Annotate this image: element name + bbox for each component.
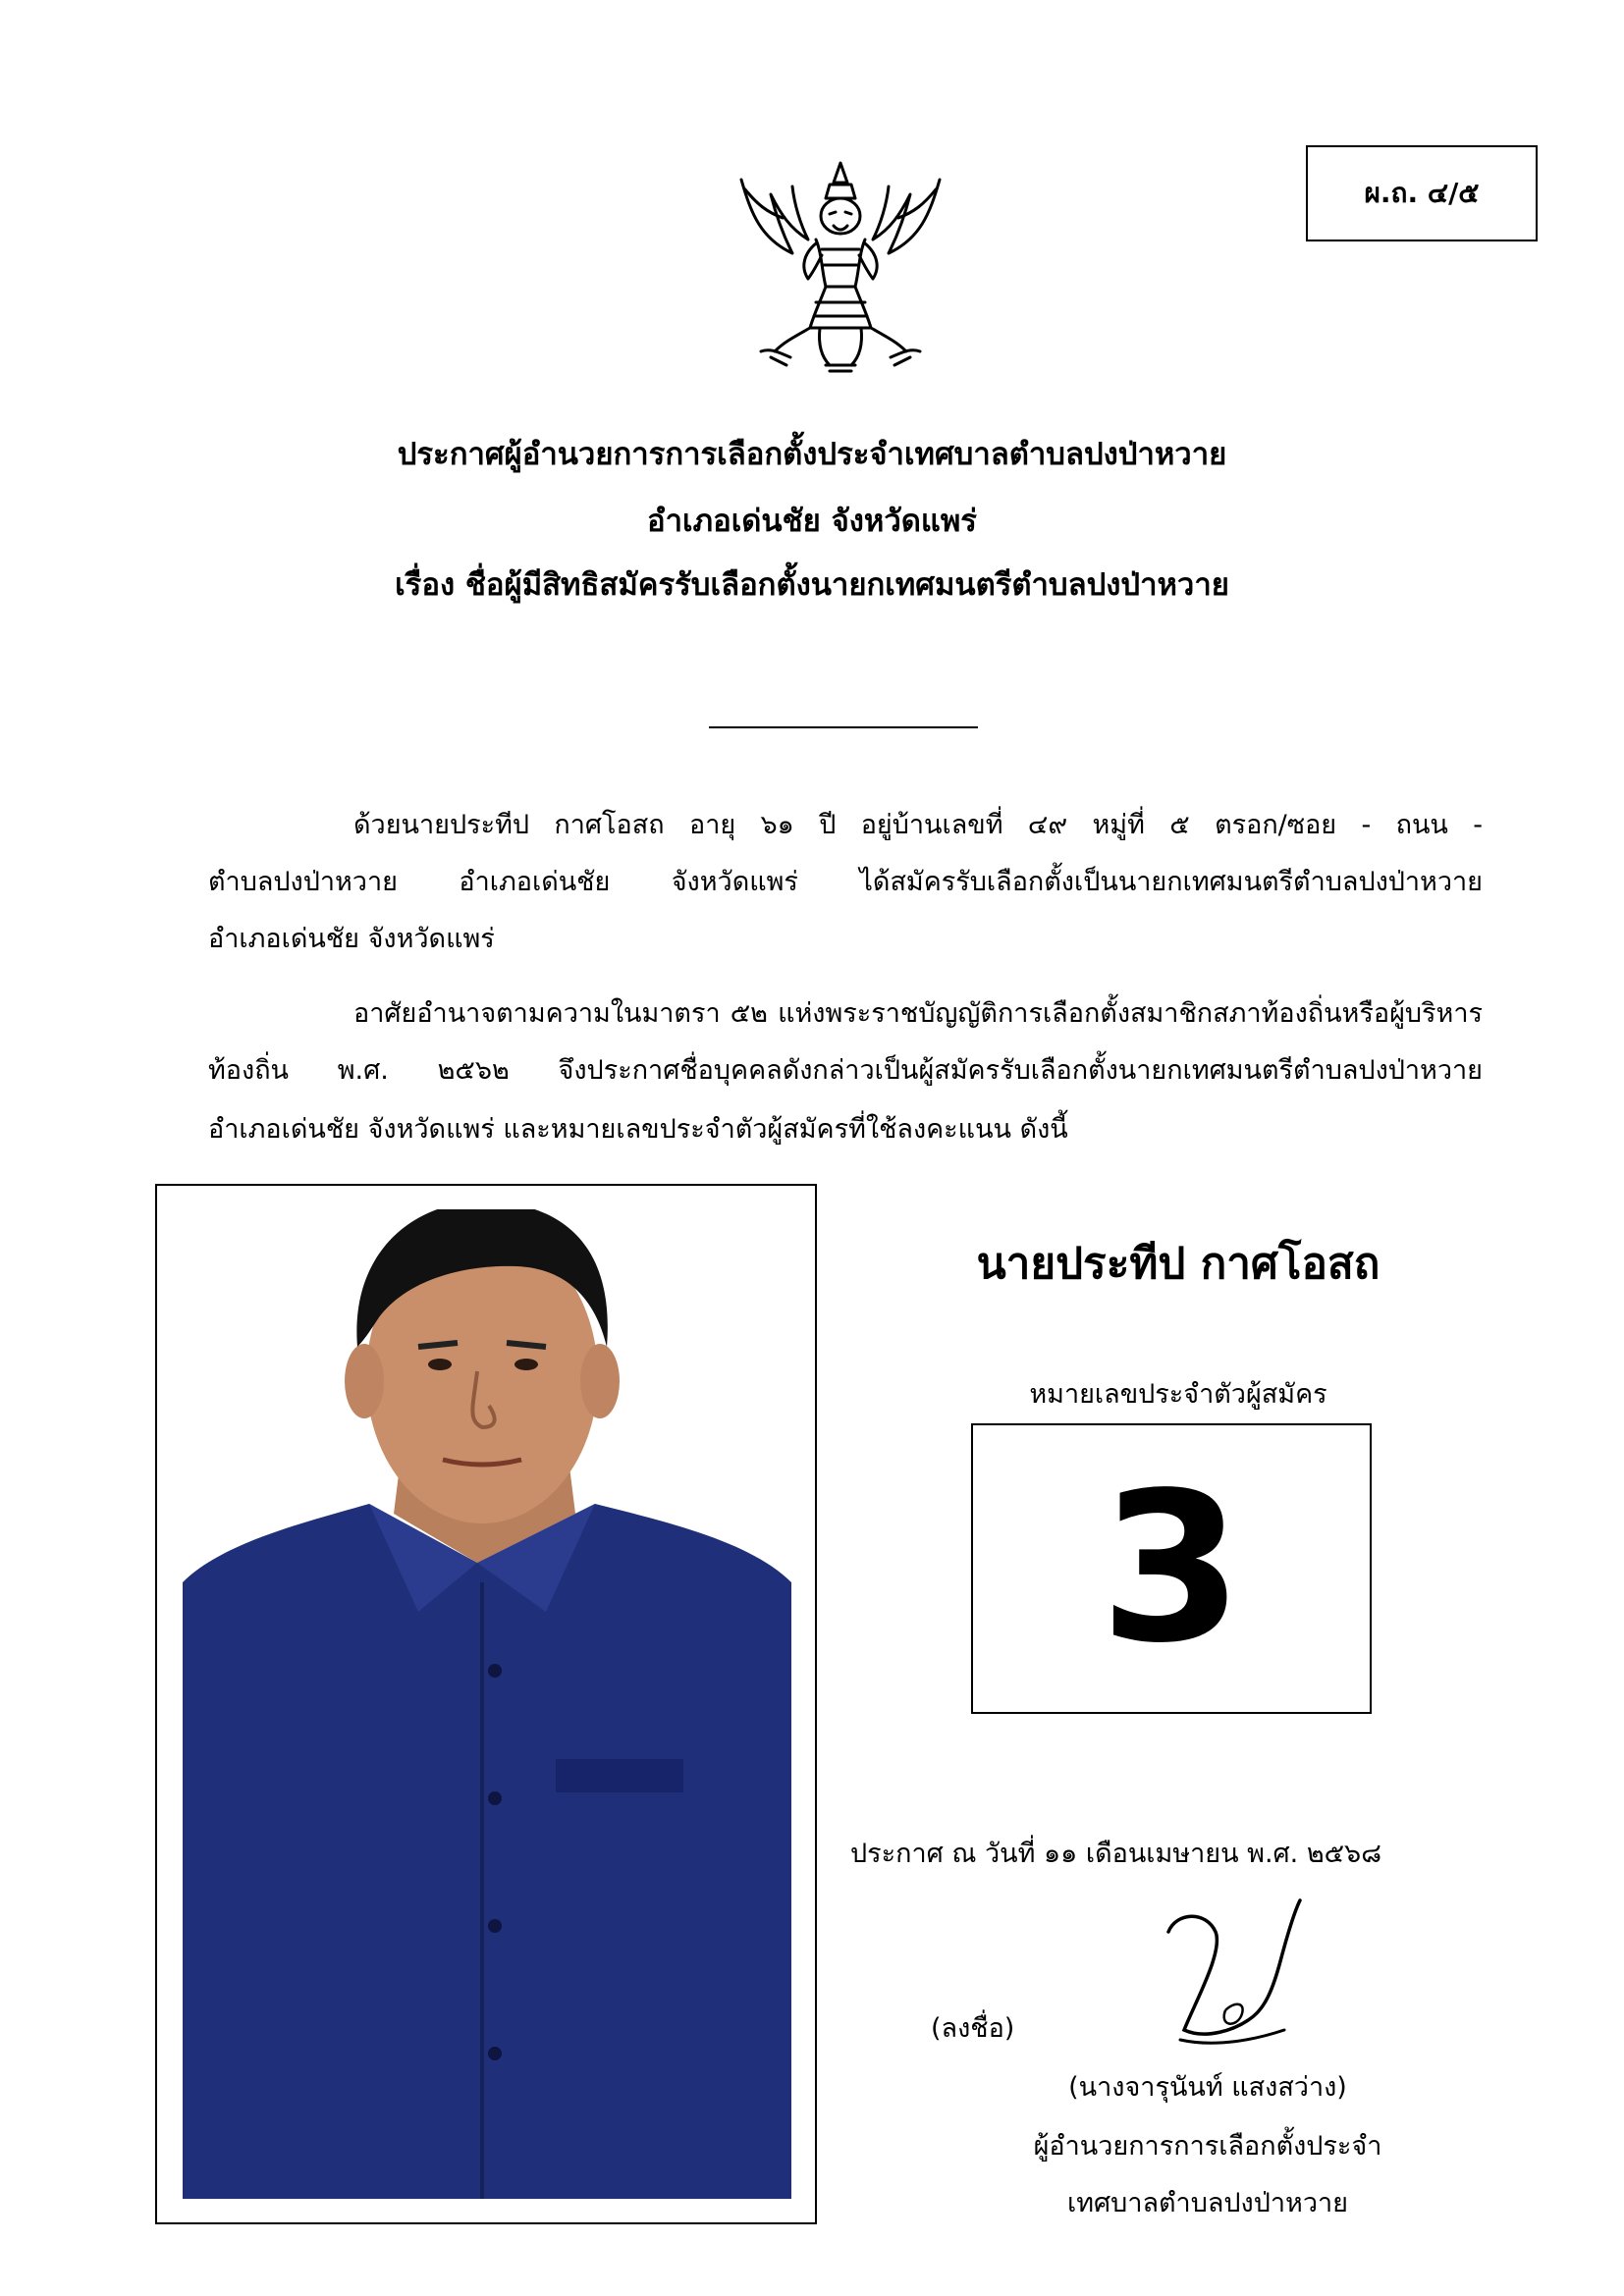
signer-title-line-1: ผู้อำนวยการการเลือกตั้งประจำ [1033, 2131, 1382, 2162]
garuda-emblem [731, 155, 949, 377]
paragraph-2-line-3: อำเภอเด่นชัย จังหวัดแพร่ และหมายเลขประจำตัวผู้สมัครที่ใช้ลงคะแนน ดังนี้ [208, 1114, 1068, 1145]
heading-subject: เรื่อง ชื่อผู้มีสิทธิสมัครรับเลือกตั้งนายกเทศมนตรีตำบลปงป่าหวาย [395, 567, 1229, 603]
candidate-number-box [971, 1423, 1372, 1714]
paragraph-1-line-2: ตำบลปงป่าหวาย อำเภอเด่นชัย จังหวัดแพร่ ได้สมัครรับเลือกตั้งเป็นนายกเทศมนตรีตำบลปงป่าหวาย [208, 867, 1483, 897]
form-code-box [1306, 145, 1538, 241]
sign-label: (ลงชื่อ) [931, 2013, 1015, 2044]
paragraph-1-line-3: อำเภอเด่นชัย จังหวัดแพร่ [208, 924, 495, 954]
signer-name: (นางจารุนันท์ แสงสว่าง) [1068, 2072, 1347, 2103]
paragraph-2-line-2: ท้องถิ่น พ.ศ. ๒๕๖๒ จึงประกาศชื่อบุคคลดังกล่าวเป็นผู้สมัครรับเลือกตั้งนายกเทศมนตรีตำบลปงป่าหวาย [208, 1055, 1483, 1086]
candidate-name: นายประทีป กาศโอสถ [976, 1239, 1380, 1289]
candidate-number-label: หมายเลขประจำตัวผู้สมัคร [1029, 1379, 1327, 1410]
signature [1157, 1893, 1304, 2061]
heading-line-2: อำเภอเด่นชัย จังหวัดแพร่ [647, 504, 977, 539]
paragraph-2-line-1: อาศัยอำนาจตามความในมาตรา ๕๒ แห่งพระราชบัญญัติการเลือกตั้งสมาชิกสภาท้องถิ่นหรือผู้บริหาร [353, 998, 1483, 1029]
paragraph-1-line-1: ด้วยนายประทีป กาศโอสถ อายุ ๖๑ ปี อยู่บ้านเลขที่ ๔๙ หมู่ที่ ๕ ตรอก/ซอย - ถนน - [353, 810, 1483, 840]
heading-divider [709, 726, 978, 728]
form-code: ผ.ถ. ๔/๕ [1364, 177, 1480, 209]
candidate-photo-frame [155, 1184, 817, 2224]
announcement-date: ประกาศ ณ วันที่ ๑๑ เดือนเมษายน พ.ศ. ๒๕๖๘ [850, 1839, 1382, 1869]
heading-line-1: ประกาศผู้อำนวยการการเลือกตั้งประจำเทศบาลตำบลปงป่าหวาย [397, 437, 1227, 472]
candidate-number: 3 [1099, 1448, 1244, 1688]
signer-title-line-2: เทศบาลตำบลปงป่าหวาย [1067, 2188, 1348, 2218]
candidate-photo [183, 1209, 791, 2199]
